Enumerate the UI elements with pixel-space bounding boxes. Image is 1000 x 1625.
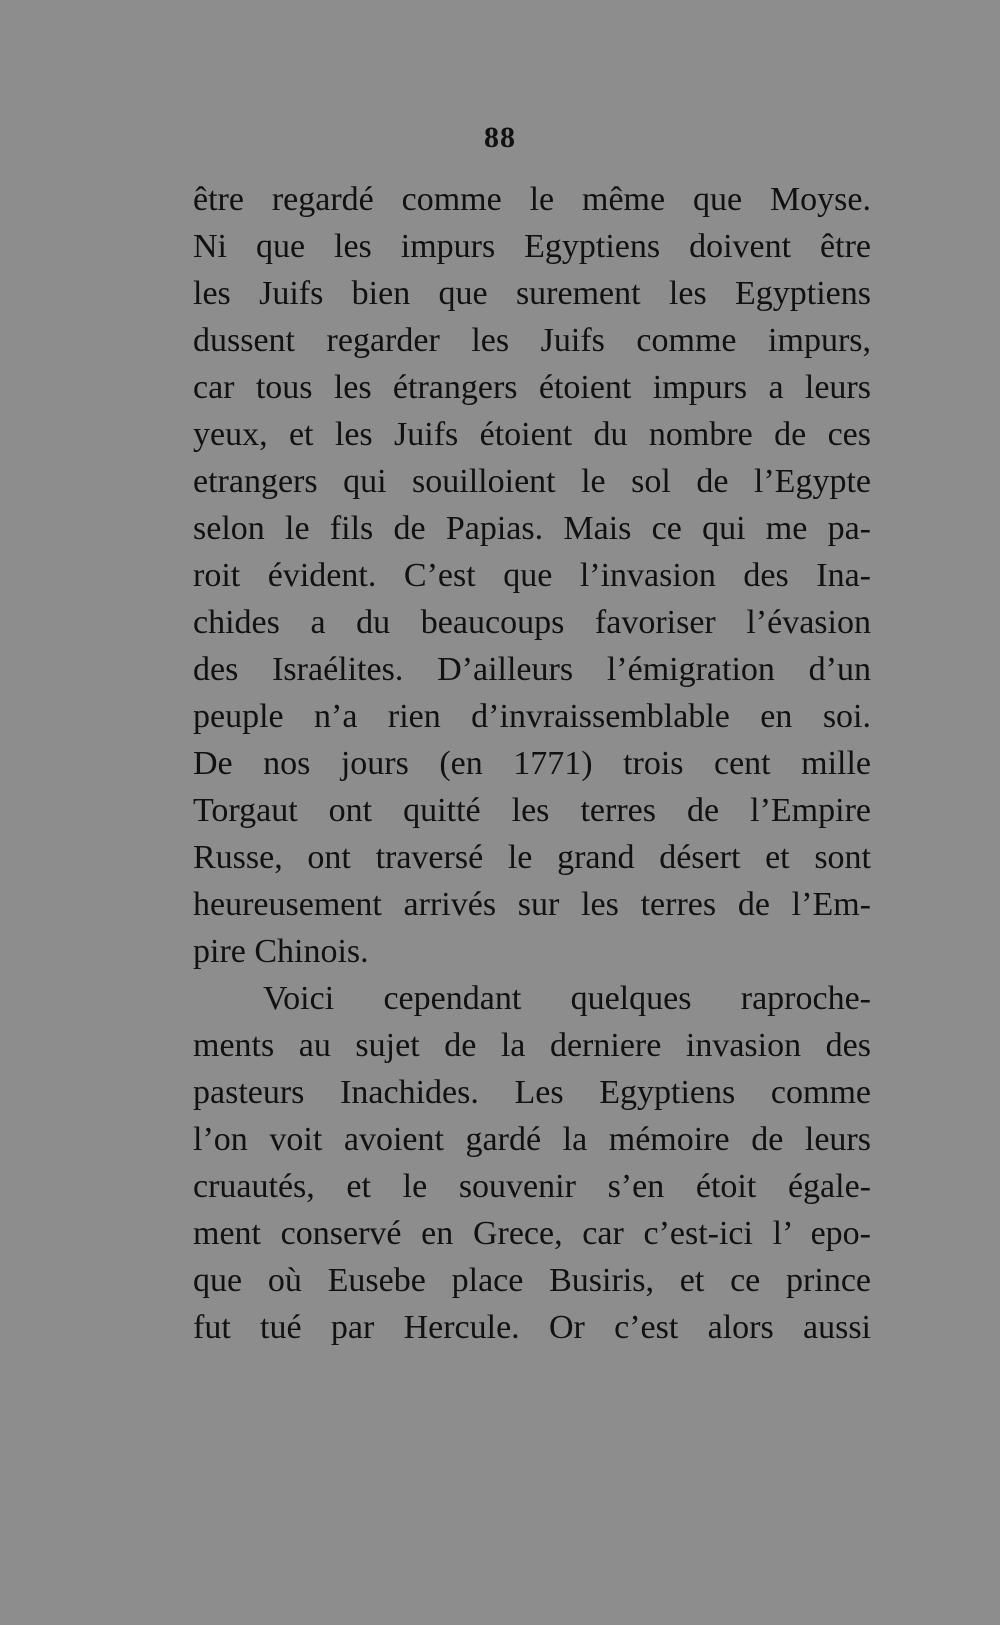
text-line: yeux, et les Juifs étoient du nombre de ces [193, 416, 871, 453]
text-line: roit évident. C’est que l’invasion des Ina- [193, 557, 871, 594]
text-line: des Israélites. D’ailleurs l’émigration d’un [193, 651, 871, 688]
body-text [193, 176, 871, 1351]
text-line: ments au sujet de la derniere invasion des [193, 1027, 871, 1064]
text-line: dussent regarder les Juifs comme impurs, [193, 322, 871, 359]
text-line: heureusement arrivés sur les terres de l’Em- [193, 886, 871, 923]
paragraph-start-line: Voici cependant quelques raproche- [263, 980, 871, 1017]
text-line: cruautés, et le souvenir s’en étoit égale- [193, 1168, 871, 1205]
text-line: Torgaut ont quitté les terres de l’Empire [193, 792, 871, 829]
text-line: que où Eusebe place Busiris, et ce prince [193, 1262, 871, 1299]
text-line: De nos jours (en 1771) trois cent mille [193, 745, 871, 782]
text-line: selon le fils de Papias. Mais ce qui me pa- [193, 510, 871, 547]
text-line: être regardé comme le même que Moyse. [193, 181, 871, 218]
text-line: fut tué par Hercule. Or c’est alors aussi [193, 1309, 871, 1346]
text-line: l’on voit avoient gardé la mémoire de leurs [193, 1121, 871, 1158]
text-line: ment conservé en Grece, car c’est-ici l’ epo- [193, 1215, 871, 1252]
paragraph-end-line: pire Chinois. [193, 933, 369, 970]
text-line: Ni que les impurs Egyptiens doivent être [193, 228, 871, 265]
text-line: peuple n’a rien d’invraissemblable en soi. [193, 698, 871, 735]
text-line: chides a du beaucoups favoriser l’évasion [193, 604, 871, 641]
text-line: car tous les étrangers étoient impurs a leurs [193, 369, 871, 406]
text-line: Russe, ont traversé le grand désert et sont [193, 839, 871, 876]
page-number: 88 [484, 121, 516, 154]
text-line: pasteurs Inachides. Les Egyptiens comme [193, 1074, 871, 1111]
text-line: les Juifs bien que surement les Egyptiens [193, 275, 871, 312]
text-line: etrangers qui souilloient le sol de l’Egypte [193, 463, 871, 500]
